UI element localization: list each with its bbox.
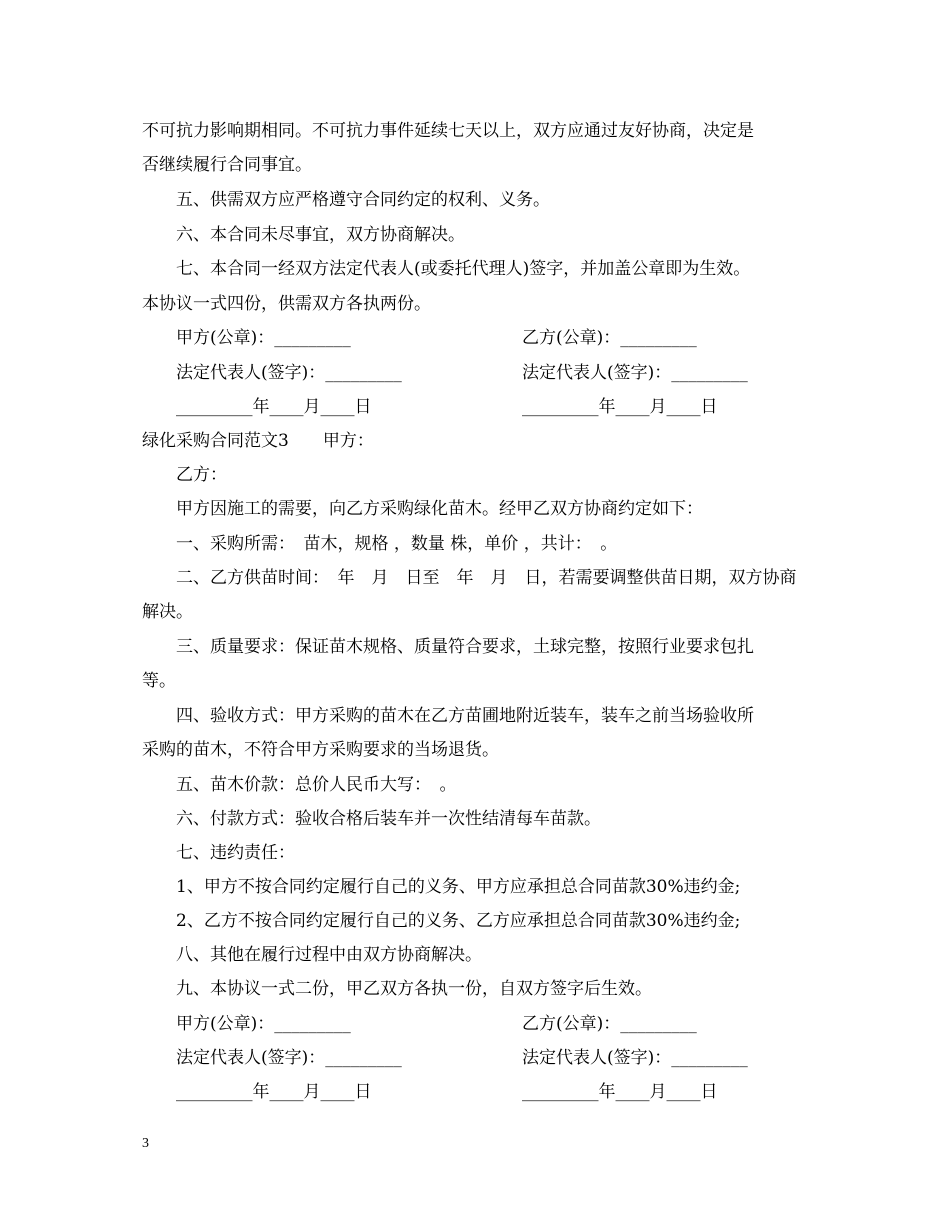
signature-date-row	[176, 396, 718, 418]
intro-line: 甲方因施工的需要，向乙方采购绿化苗木。经甲乙双方协商约定如下：	[176, 499, 703, 519]
clause-nine: 九、本协议一式二份，甲乙双方各执一份，自双方签字后生效。	[176, 979, 652, 999]
paragraph-line: 本协议一式四份，供需双方各执两份。	[142, 294, 431, 314]
party-a-seal: 甲方(公章)：_________	[176, 328, 351, 348]
clause-six-payment: 六、付款方式：验收合格后装车并一次性结清每车苗款。	[176, 809, 601, 829]
party-b-seal: 乙方(公章)：_________	[522, 328, 697, 348]
party-b-date: _________年____月____日	[522, 1082, 718, 1102]
signature-date-row	[176, 1081, 718, 1103]
party-b-seal: 乙方(公章)：_________	[522, 1014, 697, 1034]
paragraph-line: 等。	[142, 671, 176, 691]
party-b-representative: 法定代表人(签字)：_________	[522, 1048, 748, 1068]
liability-item: 2、乙方不按合同约定履行自己的义务、乙方应承担总合同苗款30%违约金;	[176, 911, 741, 931]
party-b-line: 乙方：	[176, 465, 227, 485]
clause-two: 二、乙方供苗时间： 年 月 日至 年 月 日，若需要调整供苗日期，双方协商	[176, 568, 797, 588]
signature-seal-row	[176, 1013, 697, 1035]
page-number: 3	[142, 1136, 149, 1151]
clause-seven-liability: 七、违约责任：	[176, 843, 295, 863]
clause-five-price: 五、苗木价款：总价人民币大写： 。	[176, 775, 457, 795]
party-b-date: _________年____月____日	[522, 397, 718, 417]
party-a-seal: 甲方(公章)：_________	[176, 1014, 351, 1034]
signature-rep-row	[176, 362, 748, 384]
clause-one: 一、采购所需： 苗木，规格 ，数量 株，单价 ，共计： 。	[176, 534, 618, 554]
contract-title-line: 绿化采购合同范文3 甲方：	[142, 431, 374, 451]
party-a-date: _________年____月____日	[176, 1082, 372, 1102]
paragraph-line: 否继续履行合同事宜。	[142, 155, 312, 175]
clause-four: 四、验收方式：甲方采购的苗木在乙方苗圃地附近装车，装车之前当场验收所	[176, 706, 754, 726]
signature-rep-row	[176, 1047, 748, 1069]
clause-six: 六、本合同未尽事宜，双方协商解决。	[176, 225, 465, 245]
party-a-representative: 法定代表人(签字)：_________	[176, 1048, 402, 1068]
clause-three: 三、质量要求：保证苗木规格、质量符合要求，土球完整，按照行业要求包扎	[176, 637, 754, 657]
clause-eight: 八、其他在履行过程中由双方协商解决。	[176, 945, 482, 965]
clause-seven: 七、本合同一经双方法定代表人(或委托代理人)签字，并加盖公章即为生效。	[176, 259, 751, 279]
paragraph-line: 采购的苗木，不符合甲方采购要求的当场退货。	[142, 740, 499, 760]
party-b-representative: 法定代表人(签字)：_________	[522, 363, 748, 383]
paragraph-line: 不可抗力影响期相同。不可抗力事件延续七天以上，双方应通过友好协商，决定是	[142, 121, 754, 141]
signature-seal-row	[176, 327, 697, 349]
paragraph-line: 解决。	[142, 602, 193, 622]
liability-item: 1、甲方不按合同约定履行自己的义务、甲方应承担总合同苗款30%违约金;	[176, 877, 741, 897]
party-a-representative: 法定代表人(签字)：_________	[176, 363, 402, 383]
clause-five: 五、供需双方应严格遵守合同约定的权利、义务。	[176, 190, 550, 210]
party-a-date: _________年____月____日	[176, 397, 372, 417]
